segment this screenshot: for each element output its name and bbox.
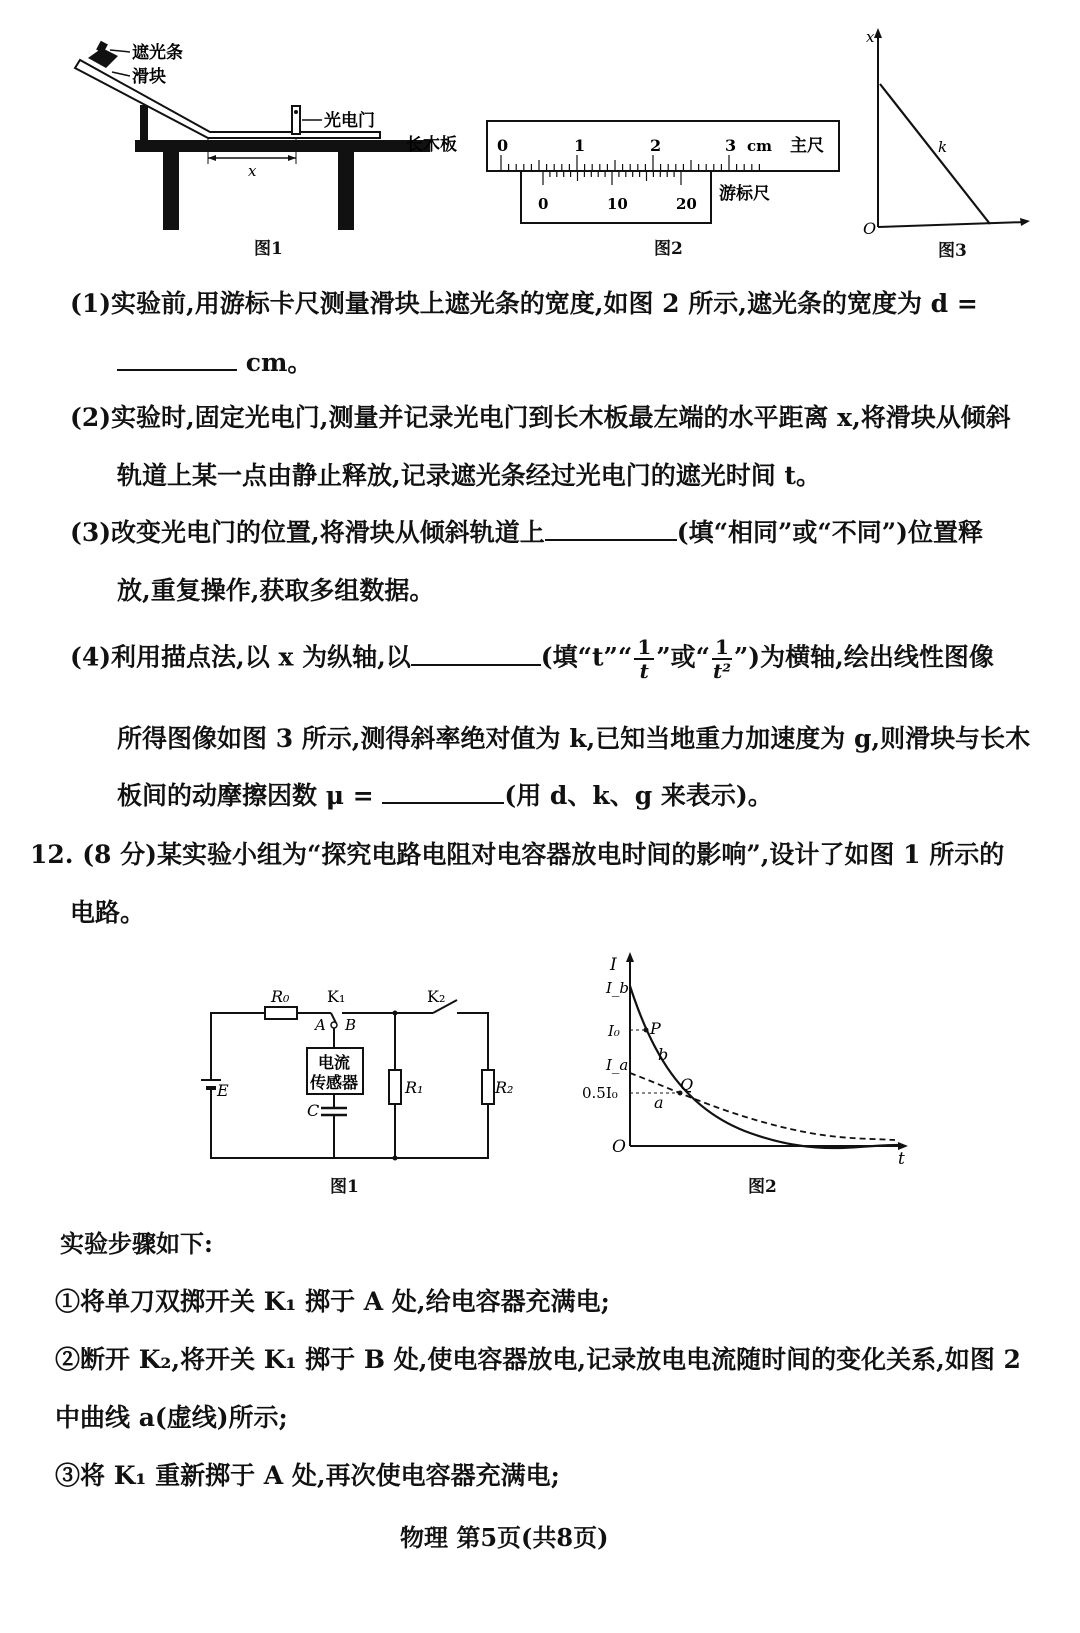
label-K2: K₂ — [427, 987, 446, 1006]
step-2-line1: ②断开 K₂,将开关 K₁ 掷于 B 处,使电容器放电,记录放电电流随时间的变化关系,如图 2 — [55, 1345, 1021, 1374]
page-footer: 物理 第5页(共8页) — [400, 1523, 609, 1552]
q11-part3-line1: (3)改变光电门的位置,将滑块从倾斜轨道上 (填“相同”或“不同”)位置释 — [70, 518, 983, 547]
q11-part3-line2: 放,重复操作,获取多组数据。 — [117, 576, 435, 605]
label-zheguangtiao: 遮光条 — [132, 43, 183, 63]
q11-part2-line1: (2)实验时,固定光电门,测量并记录光电门到长木板最左端的水平距离 x,将滑块从倾斜 — [70, 403, 1011, 432]
graph-axis-I: I — [610, 955, 617, 975]
curve-label-b: b — [658, 1045, 669, 1064]
curve-label-a: a — [654, 1093, 664, 1112]
label-changmuban: 长木板 — [406, 135, 457, 155]
graph-Ib: I_b — [606, 979, 630, 997]
label-huakuai: 滑块 — [132, 67, 166, 87]
vernier-tick-20: 20 — [676, 195, 697, 213]
circuit-caption: 图1 — [330, 1177, 359, 1197]
label-A: A — [315, 1016, 326, 1034]
unit-cm: cm — [747, 137, 773, 155]
point-Q: Q — [680, 1075, 694, 1094]
fig3-slope-label: k — [938, 138, 948, 156]
figure-x-graph — [858, 22, 1038, 237]
figure-circuit — [195, 978, 514, 1178]
main-tick-0: 0 — [497, 136, 509, 155]
graph-I0: I₀ — [608, 1022, 620, 1040]
vernier-label: 游标尺 — [719, 184, 770, 204]
sensor-label-2: 传感器 — [310, 1073, 359, 1092]
main-tick-2: 2 — [650, 136, 662, 155]
vernier-tick-10: 10 — [607, 195, 628, 213]
figure-discharge-graph — [580, 948, 920, 1168]
vernier-tick-0: 0 — [538, 195, 549, 213]
q11-part1-line1: (1)实验前,用游标卡尺测量滑块上遮光条的宽度,如图 2 所示,遮光条的宽度为 d = — [70, 289, 978, 318]
label-guangdianmen: 光电门 — [324, 111, 375, 131]
graph-caption: 图2 — [748, 1177, 777, 1197]
main-tick-3: 3 — [725, 136, 737, 155]
point-P: P — [650, 1019, 661, 1038]
label-B: B — [345, 1016, 357, 1034]
steps-title: 实验步骤如下: — [60, 1229, 213, 1258]
q11-part4-line2: 所得图像如图 3 所示,测得斜率绝对值为 k,已知当地重力加速度为 g,则滑块与长木 — [117, 724, 1031, 753]
label-C: C — [307, 1101, 320, 1120]
q11-part2-line2: 轨道上某一点由静止释放,记录遮光条经过光电门的遮光时间 t。 — [117, 461, 821, 490]
graph-half-I0: 0.5I₀ — [582, 1084, 618, 1102]
label-E: E — [217, 1081, 229, 1100]
q12-line2: 电路。 — [70, 898, 146, 927]
graph-axis-t: t — [898, 1149, 905, 1169]
step-1: ①将单刀双掷开关 K₁ 掷于 A 处,给电容器充满电; — [55, 1287, 610, 1316]
fraction-1-over-t2: $\frac{1}{\text{t²}}$ — [712, 635, 731, 683]
label-R2: R₂ — [495, 1078, 514, 1097]
label-K1: K₁ — [327, 987, 346, 1006]
fig3-axis-y: x — [866, 28, 875, 46]
main-tick-1: 1 — [574, 136, 586, 155]
fig1-x-label: x — [248, 162, 257, 180]
main-scale-label: 主尺 — [790, 136, 824, 156]
fig3-caption: 图3 — [938, 241, 967, 261]
figure-vernier-caliper — [485, 115, 845, 230]
sensor-label-1: 电流 — [318, 1053, 351, 1072]
answer-blank-position — [545, 517, 677, 541]
fig3-origin: O — [863, 219, 877, 238]
q12-line1: 12. (8 分)某实验小组为“探究电路电阻对电容器放电时间的影响”,设计了如图 1 所示的 — [30, 840, 1005, 869]
step-3: ③将 K₁ 重新掷于 A 处,再次使电容器充满电; — [55, 1461, 560, 1490]
q11-part4-line3: 板间的动摩擦因数 μ = (用 d、k、g 来表示)。 — [117, 781, 773, 810]
answer-blank-mu — [382, 780, 504, 804]
label-R1: R₁ — [405, 1078, 424, 1097]
step-2-line2: 中曲线 a(虚线)所示; — [55, 1403, 288, 1432]
q11-part1-line2: cm。 — [117, 343, 312, 379]
fraction-1-over-t: $\frac{1}{t}$ — [634, 636, 654, 682]
q11-part4-line1: (4)利用描点法,以 x 为纵轴,以 (填“t”“ $\frac{1}{t}$ ”或“ $\frac{1}{\text{t²}}$ ”)为横轴,绘出线性图像 — [70, 635, 994, 683]
fig1-caption: 图1 — [254, 239, 283, 259]
answer-blank-d — [117, 347, 237, 371]
figure-incline-apparatus — [60, 20, 480, 260]
graph-origin: O — [612, 1137, 626, 1157]
fig2-caption: 图2 — [654, 239, 683, 259]
answer-blank-axis — [411, 642, 541, 666]
graph-Ia: I_a — [606, 1056, 629, 1074]
label-R0: R₀ — [271, 987, 290, 1006]
